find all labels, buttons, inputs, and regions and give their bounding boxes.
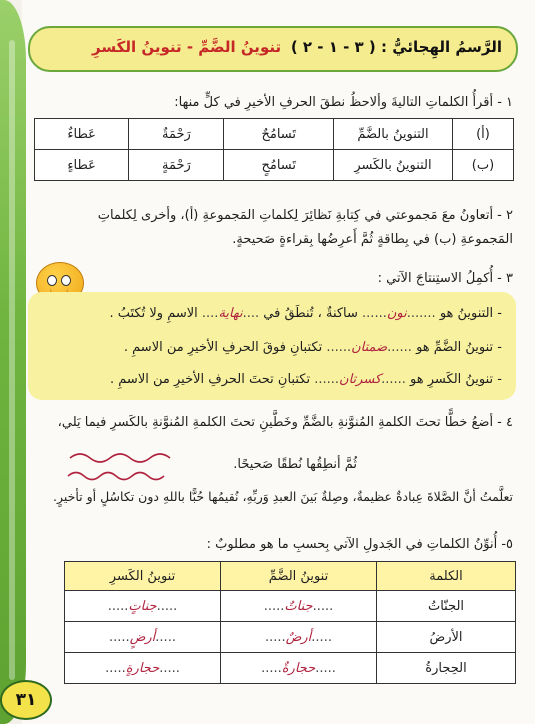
word-cell: الأرضُ [377, 622, 516, 653]
q2-line1: ٢ - أتعاونُ معَ مَجموعتي في كِتابةِ نَظائِرَ لِكلماتِ المَجموعةِ (أ)، وأخرى لِكلماتِ [97, 208, 513, 223]
q4-passage: تعلَّمتُ أنَّ الصَّلاةَ عِبادةٌ عظيمةٌ، وصِلةٌ بَينَ العبدِ وَربِّهِ، نُقيمُها حُبًّا باللهِ دون تكاسُلٍ أو تأخيرٍ. [52, 489, 513, 504]
col-header-kasr: تنوينُ الكَسرِ [65, 562, 221, 591]
word-cell: عَطاءٌ [35, 119, 129, 150]
word-cell: الجنّاتُ [377, 591, 516, 622]
lesson-number: الرَّسمُ الهِجائيُّ : ( ٣ - ١ - ٢ ) [290, 38, 502, 56]
text: - تنوينُ الضَّمِّ هو [416, 340, 502, 355]
word-cell: عَطاءٍ [35, 150, 129, 181]
text: الاسمِ ولا تُكتَبُ . [109, 306, 198, 321]
table-row [35, 119, 514, 150]
q4-line1: ٤ - أضعُ خطًّا تحتَ الكلمةِ المُنوَّنةِ بالضَّمِّ وخَطَّينِ تحتَ الكلمةِ المُنوَّنةِ بالكَسرِ فيما يَلي، [57, 415, 513, 430]
text: - تنوينُ الكَسرِ هو [410, 372, 502, 387]
smiley-eye [61, 275, 71, 286]
handwritten-answer: أرضٌ [285, 629, 312, 645]
answer-cell: .....أرضٍ..... [65, 622, 221, 653]
q5-prompt: ٥- أُنوِّنُ الكلماتِ في الجَدولِ الآتي بِحسبِ ما هو مطلوبٌ : [206, 537, 513, 552]
q5-table [64, 561, 516, 684]
table-row [35, 150, 514, 181]
blank-dots: ...... [387, 340, 412, 355]
conclusion-line-3 [110, 372, 502, 387]
row-label: (ب) [453, 150, 514, 181]
handwritten-answer: حجارةٍ [125, 660, 160, 676]
col-header-word: الكلمة [377, 562, 516, 591]
blank-dots: ....... [406, 306, 436, 321]
tanween-type: التنوينُ بالضَّمِّ [334, 119, 453, 150]
word-cell: رَحْمَةٌ [129, 119, 224, 150]
leaf-decoration [0, 0, 26, 724]
lesson-topic: تنوينُ الضَّمِّ - تنوينُ الكَسرِ [92, 38, 282, 56]
blank-dots: ...... [381, 372, 406, 387]
answer-cell: .....حجارةٌ..... [221, 653, 377, 684]
table-row [65, 591, 516, 622]
lesson-header [28, 26, 518, 72]
handwritten-answer: كسرتان [339, 372, 382, 387]
tanween-type: التنوينُ بالكَسرِ [334, 150, 453, 181]
handwritten-scribble [64, 444, 180, 484]
blank-dots: .... [201, 306, 219, 321]
blank-dots: .... [242, 306, 260, 321]
col-header-damm: تنوينُ الضَّمِّ [221, 562, 377, 591]
answer-cell: .....حجارةٍ..... [65, 653, 221, 684]
leaf-vein [9, 40, 15, 680]
conclusion-line-1 [109, 306, 502, 321]
handwritten-answer: نون [386, 306, 407, 321]
word-cell: تَسامُحٍ [224, 150, 334, 181]
blank-dots: ...... [326, 340, 352, 355]
page-number: ٣١ [0, 680, 52, 720]
handwritten-answer: نهاية [218, 306, 243, 321]
text: - التنوينُ هو [439, 306, 502, 321]
row-label: (أ) [453, 119, 514, 150]
handwritten-answer: ضمتان [351, 340, 388, 355]
q4-line2: ثُمَّ أنطِقُها نُطقًا صَحيحًا. [233, 457, 357, 472]
blank-dots: ...... [314, 372, 340, 387]
handwritten-answer: حجارةٌ [281, 660, 316, 676]
conclusion-line-2 [124, 340, 502, 355]
handwritten-answer: جناتٌ [284, 598, 313, 614]
blank-dots: ...... [362, 306, 387, 321]
q3-prompt: ٣ - أُكمِلُ الاستِنتاجَ الآتي : [377, 271, 513, 286]
word-cell: الحِجارةُ [377, 653, 516, 684]
text: تكتبانِ فوقَ الحرفِ الأخيرِ من الاسمِ . [123, 340, 323, 355]
answer-cell: .....جناتٍ..... [65, 591, 221, 622]
q2-line2: المَجموعةِ (ب) في بِطاقةٍ ثُمَّ أَعرِضُها بِقراءةٍ صَحيحةٍ. [232, 232, 513, 247]
answer-cell: .....أرضٌ..... [221, 622, 377, 653]
q1-prompt: ١ - أقرأُ الكلماتِ التاليةَ وألاحظُ نطقَ الحرفِ الأخيرِ في كلٍّ منها: [174, 95, 513, 110]
smiley-eye [47, 275, 57, 286]
handwritten-answer: جناتٍ [128, 598, 157, 614]
table-row [65, 622, 516, 653]
answer-cell: .....جناتٌ..... [221, 591, 377, 622]
word-cell: رَحْمَةٍ [129, 150, 224, 181]
conclusion-box [28, 292, 516, 400]
text: تكتبانِ تحتَ الحرفِ الأخيرِ من الاسمِ . [110, 372, 311, 387]
table-header-row [65, 562, 516, 591]
handwritten-answer: أرضٍ [129, 629, 156, 645]
table-row [65, 653, 516, 684]
word-cell: تَسامُحٌ [224, 119, 334, 150]
text: ساكنةٌ ، تُنطَقُ في [263, 306, 358, 321]
q1-table [34, 118, 514, 181]
